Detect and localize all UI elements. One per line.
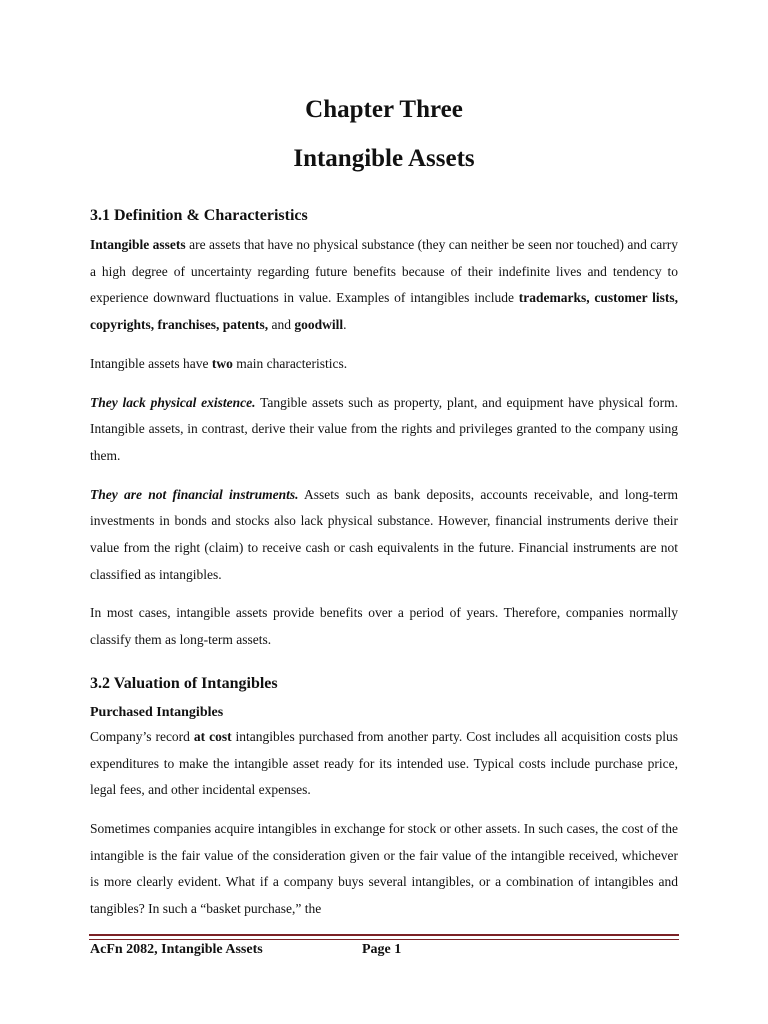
subheading-purchased-intangibles: Purchased Intangibles — [90, 704, 224, 720]
examples-list: trademarks, customer lists, copyrights, franchises, patents, — [90, 290, 678, 333]
footer-course: AcFn 2082, Intangible Assets — [90, 942, 263, 957]
footer-page-number: Page 1 — [362, 942, 402, 957]
paragraph-physical-existence — [90, 390, 678, 470]
goodwill-term: goodwill — [294, 317, 344, 333]
page-content — [90, 206, 678, 923]
characteristics-end: main characteristics. — [232, 355, 348, 371]
lead-financial-instruments: They are not financial instruments. — [90, 486, 299, 502]
paragraph-two-characteristics — [90, 351, 678, 378]
section-heading-3-2: 3.2 Valuation of Intangibles — [90, 674, 278, 692]
paragraph-at-cost — [90, 724, 678, 804]
two-term: two — [211, 355, 233, 371]
lead-physical-existence: They lack physical existence. — [90, 394, 256, 410]
section-heading-3-1: 3.1 Definition & Characteristics — [90, 207, 308, 224]
term-intangible-assets: Intangible assets — [90, 237, 186, 252]
at-cost-intro: Company’s record — [90, 728, 194, 744]
at-cost-text: intangibles purchased from another party. Cost includes all acquisition costs plus expenditures to make the intangible asset ready for its intended use. Typical costs include purchase price, legal fees, and other incidental expenses. — [90, 728, 678, 798]
chapter-subtitle: Intangible Assets — [293, 145, 475, 172]
period: . — [343, 317, 347, 333]
footer-rule — [89, 934, 679, 940]
paragraph-long-term: In most cases, intangible assets provide benefits over a period of years. Therefore, companies normally classify them as long-term assets. — [90, 605, 678, 648]
paragraph-exchange: Sometimes companies acquire intangibles in exchange for stock or other assets. In such cases, the cost of the intangible is the fair value of the consideration given or the fair value of the intangible received, whichever is more clearly evident. What if a company buys several intangibles, or a combination of intangibles and tangibles? In such a “basket purchase,” the — [90, 820, 678, 917]
at-cost-term: at cost — [193, 728, 232, 744]
paragraph-financial-instruments — [90, 482, 678, 589]
financial-instruments-text: Assets such as bank deposits, accounts receivable, and long-term investments in bonds and stocks also lack physical substance. However, financial instruments derive their value from the right (claim) to receive cash or cash equivalents in the future. Financial instruments are not classified as intangibles. — [90, 486, 679, 582]
physical-existence-text: Tangible assets such as property, plant, and equipment have physical form. Intangible assets, in contrast, derive their value from the rights and privileges granted to the company using them. — [90, 394, 678, 463]
paragraph-definition — [90, 232, 678, 339]
characteristics-intro: Intangible assets have — [90, 355, 212, 371]
and-text: and — [268, 317, 295, 333]
definition-text: are assets that have no physical substance (they can neither be seen nor touched) and carry a high degree of uncertainty regarding future benefits because of their indefinite lives and tendency to experience downward fluctuations in value. Examples of intangibles include — [90, 237, 679, 306]
chapter-title: Chapter Three — [305, 96, 463, 123]
